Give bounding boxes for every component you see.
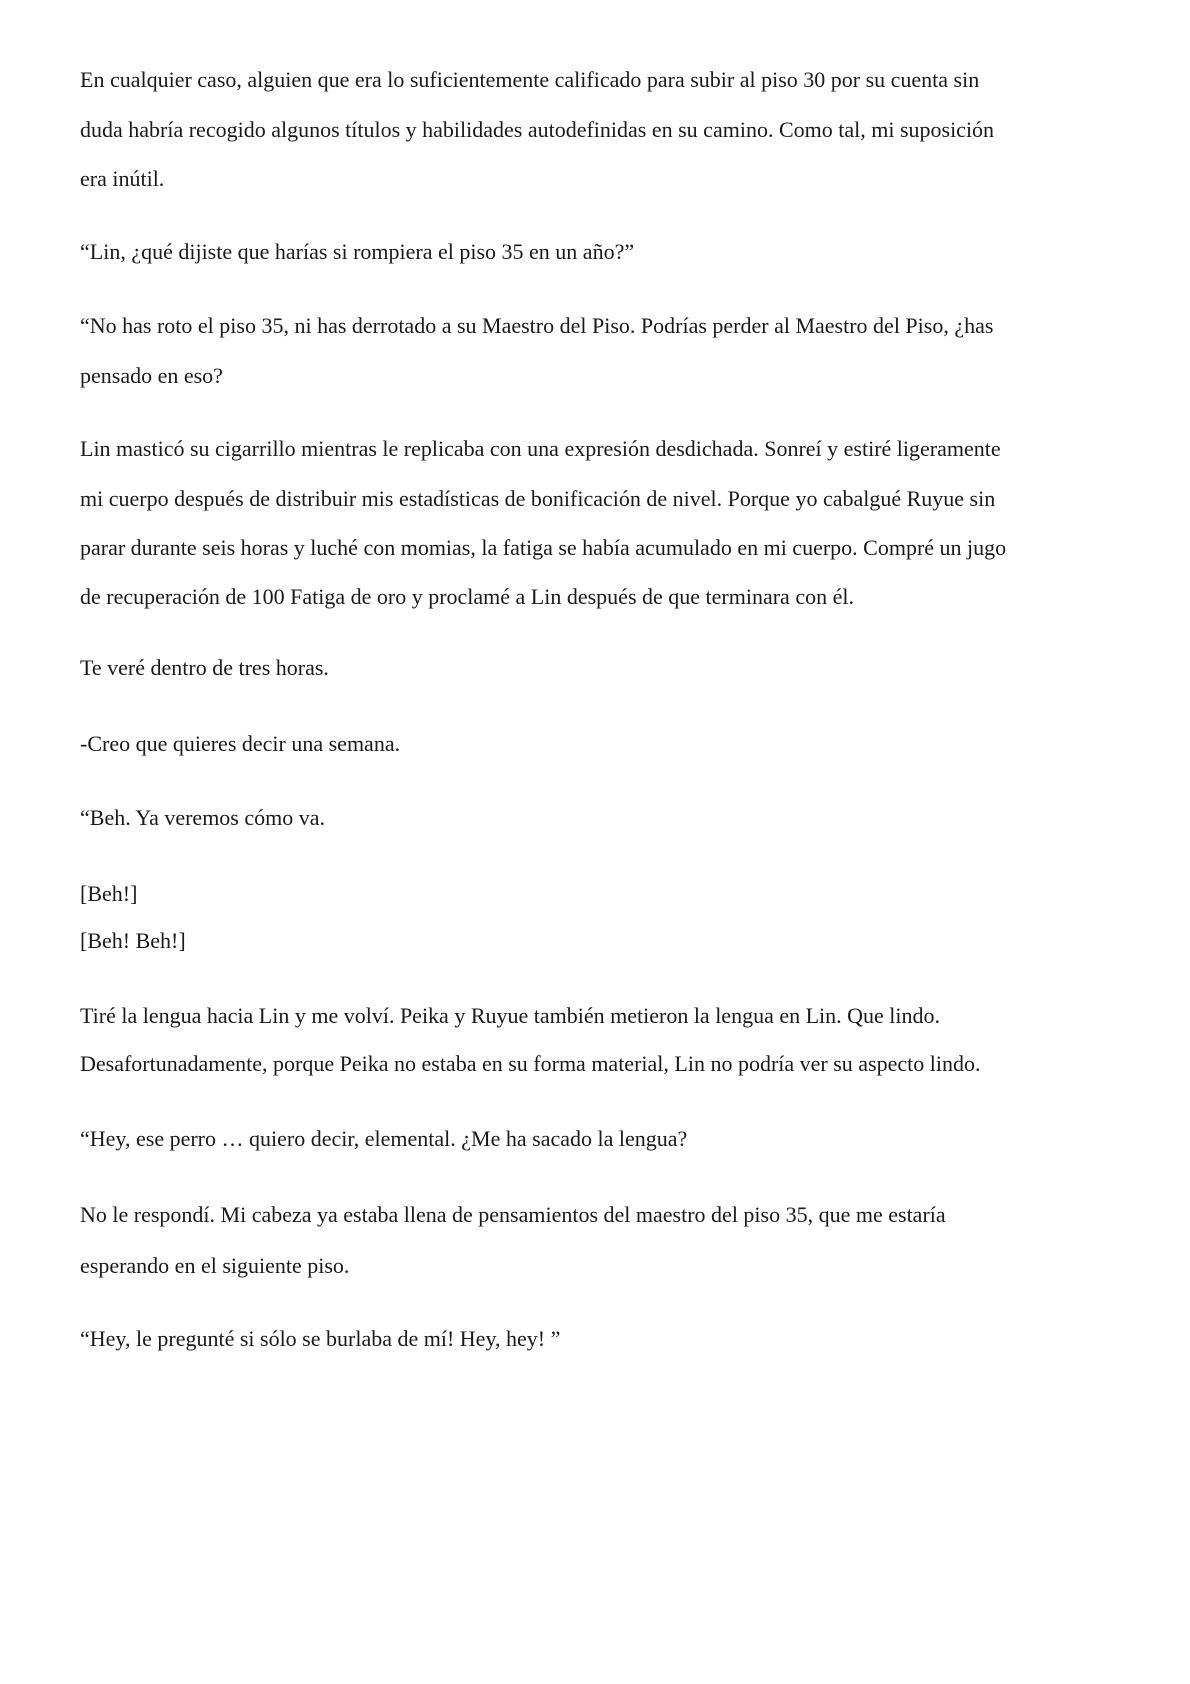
paragraph-line: En cualquier caso, alguien que era lo suficientemente calificado para subir al piso 30 por su cuenta sin (80, 67, 980, 92)
paragraph-line: -Creo que quieres decir una semana. (80, 731, 401, 756)
paragraph-line: Desafortunadamente, porque Peika no estaba en su forma material, Lin no podría ver su aspecto lindo. (80, 1051, 981, 1076)
paragraph-line: “Hey, le pregunté si sólo se burlaba de mí! Hey, hey! ” (80, 1326, 561, 1351)
paragraph-line: Te veré dentro de tres horas. (80, 655, 329, 680)
paragraph-line: [Beh! Beh!] (80, 928, 186, 953)
paragraph-line: era inútil. (80, 166, 165, 191)
paragraph-line: “Hey, ese perro … quiero decir, elemental. ¿Me ha sacado la lengua? (80, 1126, 688, 1151)
paragraph-line: de recuperación de 100 Fatiga de oro y proclamé a Lin después de que terminara con él. (80, 584, 854, 609)
paragraph-line: parar durante seis horas y luché con momias, la fatiga se había acumulado en mi cuerpo. Compré un jugo (80, 535, 1007, 560)
paragraph-line: “Lin, ¿qué dijiste que harías si rompiera el piso 35 en un año?” (80, 239, 635, 264)
paragraph-line: “No has roto el piso 35, ni has derrotado a su Maestro del Piso. Podrías perder al Maestro del Piso, ¿has (80, 313, 994, 338)
paragraph-line: mi cuerpo después de distribuir mis estadísticas de bonificación de nivel. Porque yo cabalgué Ruyue sin (80, 486, 996, 511)
paragraph-line: duda habría recogido algunos títulos y habilidades autodefinidas en su camino. Como tal, mi suposición (80, 117, 995, 142)
paragraph-line: esperando en el siguiente piso. (80, 1253, 350, 1278)
paragraph-line: [Beh!] (80, 881, 138, 906)
document-page (80, 0, 1120, 1684)
paragraph-line: No le respondí. Mi cabeza ya estaba llena de pensamientos del maestro del piso 35, que me estaría (80, 1202, 946, 1227)
paragraph-line: Lin masticó su cigarrillo mientras le replicaba con una expresión desdichada. Sonreí y estiré ligeramente (80, 436, 1001, 461)
paragraph-line: “Beh. Ya veremos cómo va. (80, 805, 326, 830)
paragraph-line: pensado en eso? (80, 363, 223, 388)
paragraph-line: Tiré la lengua hacia Lin y me volví. Peika y Ruyue también metieron la lengua en Lin. Que lindo. (80, 1003, 941, 1028)
